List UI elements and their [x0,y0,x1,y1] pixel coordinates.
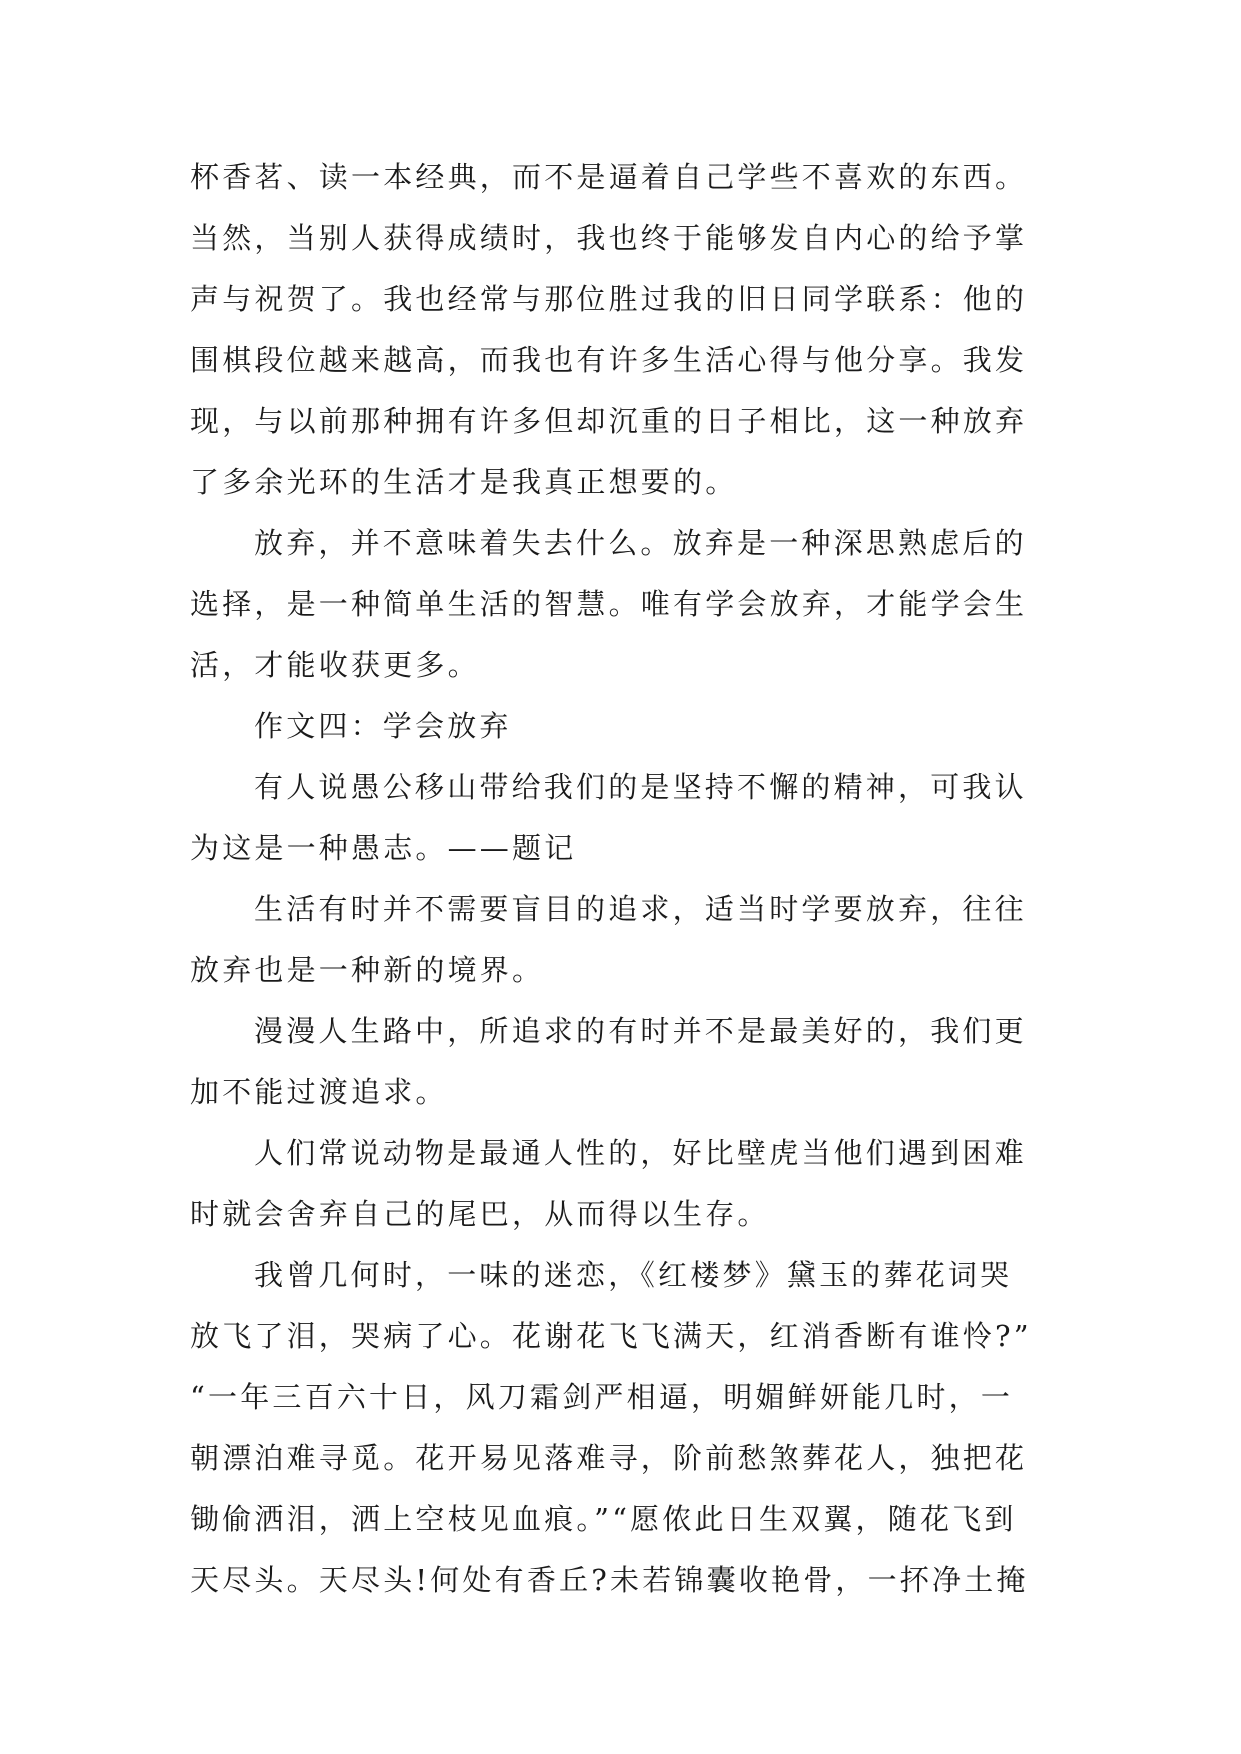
text-line: 放弃，并不意味着失去什么。放弃是一种深思熟虑后的 [254,526,1027,560]
text-line: 天尽头。天尽头!何处有香丘?未若锦囊收艳骨，一抔净土掩 [190,1563,1029,1597]
text-line: 加不能过渡追求。 [190,1075,448,1109]
text-line: 生活有时并不需要盲目的追求，适当时学要放弃，往往 [254,892,1027,926]
text-line: 时就会舍弃自己的尾巴，从而得以生存。 [190,1197,770,1231]
text-line: “一年三百六十日，风刀霜剑严相逼，明媚鲜妍能几时，一 [190,1380,1014,1414]
text-line: 了多余光环的生活才是我真正想要的。 [190,465,738,499]
text-line: 声与祝贺了。我也经常与那位胜过我的旧日同学联系：他的 [190,282,1028,316]
text-line: 朝漂泊难寻觅。花开易见落难寻，阶前愁煞葬花人，独把花 [190,1441,1028,1475]
text-line: 漫漫人生路中，所追求的有时并不是最美好的，我们更 [254,1014,1027,1048]
text-line: 杯香茗、读一本经典，而不是逼着自己学些不喜欢的东西。 [190,160,1028,194]
text-line: 围棋段位越来越高，而我也有许多生活心得与他分享。我发 [190,343,1028,377]
text-line: 有人说愚公移山带给我们的是坚持不懈的精神，可我认 [254,770,1027,804]
body-text [190,147,1070,1611]
text-line: 放飞了泪，哭病了心。花谢花飞飞满天，红消香断有谁怜?” [190,1319,1032,1353]
text-line: 作文四：学会放弃 [254,709,512,743]
text-line: 当然，当别人获得成绩时，我也终于能够发自内心的给予掌 [190,221,1028,255]
text-line: 人们常说动物是最通人性的，好比壁虎当他们遇到困难 [254,1136,1027,1170]
text-line: 活，才能收获更多。 [190,648,480,682]
text-line: 锄偷洒泪，洒上空枝见血痕。”“愿侬此日生双翼，随花飞到 [190,1502,1017,1536]
text-line: 我曾几何时，一味的迷恋，《红楼梦》黛玉的葬花词哭 [254,1258,1013,1292]
text-line: 为这是一种愚志。——题记 [190,831,577,865]
text-line: 放弃也是一种新的境界。 [190,953,545,987]
text-line: 现，与以前那种拥有许多但却沉重的日子相比，这一种放弃 [190,404,1028,438]
text-line: 选择，是一种简单生活的智慧。唯有学会放弃，才能学会生 [190,587,1028,621]
